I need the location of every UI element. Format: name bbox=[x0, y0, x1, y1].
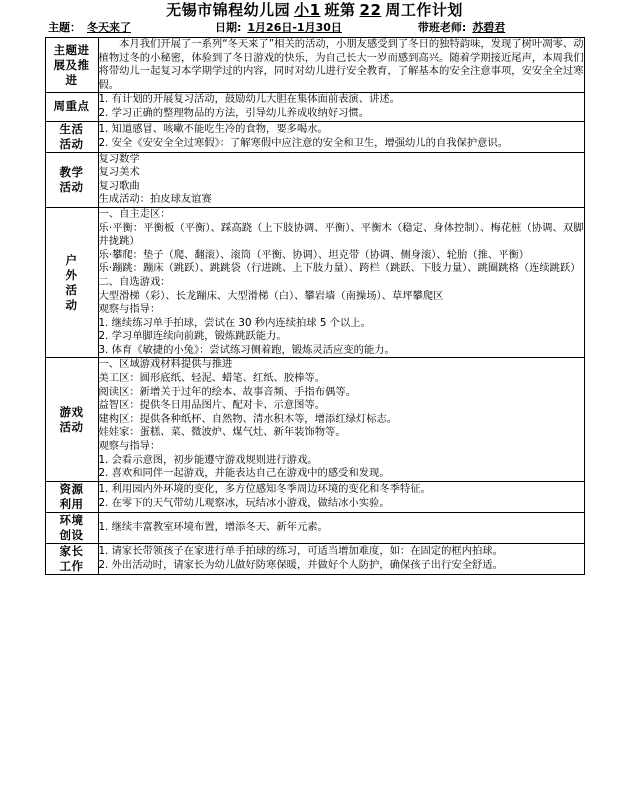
row-label-line: 资源 bbox=[59, 481, 84, 496]
row-label bbox=[45, 93, 98, 121]
page-title bbox=[0, 0, 629, 18]
row-label bbox=[45, 152, 98, 207]
content-line: 建构区：提供各种纸杯、自然物、清水积木等，增添红绿灯标志。 bbox=[98, 412, 398, 425]
row-label-line: 动 bbox=[65, 297, 78, 312]
content-line: 乐·平衡：平衡板（平衡）、踩高跷（上下肢协调、平衡）、平衡木（稳定、身体控制）、梅花桩（协调、双脚并拢跳） bbox=[98, 221, 584, 248]
row-label bbox=[45, 38, 98, 93]
row-label-line: 周重点 bbox=[53, 99, 90, 114]
content-line: 观察与指导： bbox=[98, 303, 161, 316]
row-label-line: 活动 bbox=[59, 179, 84, 194]
content-line: 生成活动：拍皮球友谊赛 bbox=[98, 193, 212, 206]
meta-date-value: 1月26日-1月30日 bbox=[247, 21, 342, 34]
content-line: 1. 有计划的开展复习活动，鼓励幼儿大胆在集体面前表演、讲述。 bbox=[98, 93, 400, 106]
content-line: 1. 请家长带领孩子在家进行单手拍球的练习，可适当增加难度，如：在固定的框内拍球。 bbox=[98, 545, 503, 558]
row-label-line: 活 bbox=[65, 282, 78, 297]
row-label-line: 环境 bbox=[59, 512, 84, 527]
content-line: 复习美术 bbox=[98, 166, 140, 179]
row-label-stack bbox=[46, 544, 98, 574]
row-label-stack bbox=[46, 165, 98, 195]
content-line: 3. 体育《敏捷的小兔》：尝试练习侧着跑，锻炼灵活应变的能力。 bbox=[98, 343, 395, 356]
content-line: 一、区域游戏材料提供与推进 bbox=[98, 358, 233, 371]
content-line: 2. 学习正确的整理物品的方法，引导幼儿养成收纳好习惯。 bbox=[98, 106, 370, 119]
meta-teacher bbox=[418, 22, 511, 34]
row-content bbox=[98, 121, 584, 152]
content-line: 本月我们开展了一系列“冬天来了”相关的活动，小朋友感受到了冬日的独特韵味，发现了树叶凋零、动植物过冬的小秘密，体验到了冬日游戏的快乐，为自己长大一岁而感到高兴。随着学期接近尾声，本周我们将带幼儿一起复习本学期学过的内容，同时对幼儿进行安全教育，了解基本的安全注意事项，安安全全过寒假。 bbox=[98, 38, 584, 91]
row-content bbox=[98, 481, 584, 512]
row-content bbox=[98, 358, 584, 481]
table-row bbox=[45, 543, 584, 574]
table-row bbox=[45, 38, 584, 93]
row-label bbox=[45, 121, 98, 152]
row-label-line: 创设 bbox=[59, 527, 84, 542]
title-school: 无锡市锦程幼儿园 bbox=[166, 1, 291, 19]
table-row bbox=[45, 481, 584, 512]
meta-date bbox=[215, 22, 348, 34]
row-label bbox=[45, 543, 98, 574]
row-content bbox=[98, 93, 584, 121]
content-line: 1. 利用园内外环境的变化，多方位感知冬季周边环境的变化和冬季特征。 bbox=[98, 483, 431, 496]
row-content bbox=[98, 38, 584, 93]
meta-teacher-label: 带班老师: bbox=[417, 21, 467, 34]
content-line: 1. 继续丰富教室环境布置，增添冬天、新年元素。 bbox=[98, 521, 328, 534]
row-label-line: 游戏 bbox=[59, 404, 84, 419]
title-week-value: 22 bbox=[359, 1, 382, 19]
content-line: 1. 知道感冒、咳嗽不能吃生冷的食物，要多喝水。 bbox=[98, 122, 328, 135]
content-line: 二、自选游戏： bbox=[98, 275, 171, 288]
row-label bbox=[45, 512, 98, 543]
row-content bbox=[98, 152, 584, 207]
content-line: 益智区：提供冬日用品图片、配对卡、示意图等。 bbox=[98, 399, 326, 412]
meta-date-label: 日期: bbox=[215, 21, 242, 34]
row-label-line: 家长 bbox=[59, 543, 84, 558]
content-line: 1. 会看示意图，初步能遵守游戏规则进行游戏。 bbox=[98, 453, 318, 466]
content-line: 2. 喜欢和同伴一起游戏，并能表达自己在游戏中的感受和发现。 bbox=[98, 467, 390, 480]
row-label bbox=[45, 358, 98, 481]
content-line: 复习歌曲 bbox=[98, 179, 140, 192]
content-line: 复习数学 bbox=[98, 152, 140, 165]
table-row bbox=[45, 93, 584, 121]
content-line: 乐·蹦跳：蹦床（跳跃）、跳跳袋（行进跳、上下肢力量）、跨栏（跳跃、下肢力量）、跳圈跳格（连续跳跃） bbox=[98, 262, 581, 275]
meta-theme-label: 主题： bbox=[48, 21, 81, 34]
row-label-stack bbox=[46, 513, 98, 543]
row-label-line: 户 bbox=[65, 252, 78, 267]
table-row bbox=[45, 512, 584, 543]
content-line: 2. 外出活动时，请家长为幼儿做好防寒保暖，并做好个人防护，确保孩子出行安全舒适。 bbox=[98, 558, 503, 571]
row-label-stack bbox=[46, 99, 98, 114]
row-label-line: 工作 bbox=[59, 558, 84, 573]
meta-row bbox=[0, 18, 629, 37]
row-label-line: 活动 bbox=[59, 136, 84, 151]
row-label-line: 教学 bbox=[59, 164, 84, 179]
content-line: 阅读区：新增关于过年的绘本、故事音频、手指布偶等。 bbox=[98, 385, 356, 398]
table-row bbox=[45, 358, 584, 481]
row-label-stack bbox=[46, 482, 98, 512]
row-label-stack bbox=[46, 122, 98, 152]
meta-teacher-value: 苏碧君 bbox=[472, 21, 506, 34]
content-line: 2. 安全《安安全全过寒假》：了解寒假中应注意的安全和卫生，增强幼儿的自我保护意识。 bbox=[98, 136, 509, 149]
row-label-line: 利用 bbox=[59, 496, 84, 511]
title-class-suffix: 班第 bbox=[324, 1, 356, 19]
row-label-line: 进 bbox=[65, 72, 78, 87]
row-label-stack bbox=[46, 253, 98, 313]
content-line: 大型滑梯（彩）、长龙蹦床、大型滑梯（白）、攀岩墙（南操场）、草坪攀爬区 bbox=[98, 289, 444, 302]
row-content bbox=[98, 207, 584, 358]
table-row bbox=[45, 207, 584, 358]
content-line: 娃娃家：蛋糕、菜、微波炉、煤气灶、新年装饰物等。 bbox=[98, 426, 346, 439]
row-label-line: 活动 bbox=[59, 419, 84, 434]
meta-theme-value: 冬天来了 bbox=[87, 21, 131, 34]
row-label bbox=[45, 481, 98, 512]
content-line: 2. 在零下的天气带幼儿观察冰，玩结冰小游戏，做结冰小实验。 bbox=[98, 496, 390, 509]
table-row bbox=[45, 152, 584, 207]
weekly-plan-table bbox=[45, 37, 585, 575]
content-line: 2. 学习单脚连续向前跳，锻炼跳跃能力。 bbox=[98, 330, 287, 343]
table-row bbox=[45, 121, 584, 152]
row-label-line: 生活 bbox=[59, 121, 84, 136]
row-label bbox=[45, 207, 98, 358]
content-line: 1. 继续练习单手拍球，尝试在 30 秒内连续拍球 5 个以上。 bbox=[98, 316, 371, 329]
content-line: 美工区：圆形底纸、轻泥、蜡笔、红纸、胶棒等。 bbox=[98, 372, 326, 385]
row-content bbox=[98, 512, 584, 543]
row-label-stack bbox=[46, 405, 98, 435]
row-label-line: 外 bbox=[65, 267, 78, 282]
meta-theme bbox=[48, 22, 137, 34]
title-class-value: 小1 bbox=[294, 1, 321, 19]
content-line: 一、自主走区： bbox=[98, 207, 171, 220]
row-label-stack bbox=[46, 43, 98, 88]
row-content bbox=[98, 543, 584, 574]
row-label-line: 展及推 bbox=[53, 57, 90, 72]
content-line: 乐·攀爬：垫子（爬、翻滚）、滚筒（平衡、协调）、坦克带（协调、侧身滚）、轮胎（推、平衡） bbox=[98, 248, 530, 261]
row-label-line: 主题进 bbox=[53, 42, 90, 57]
content-line: 观察与指导： bbox=[98, 440, 161, 453]
title-week-suffix: 周工作计划 bbox=[385, 1, 463, 19]
